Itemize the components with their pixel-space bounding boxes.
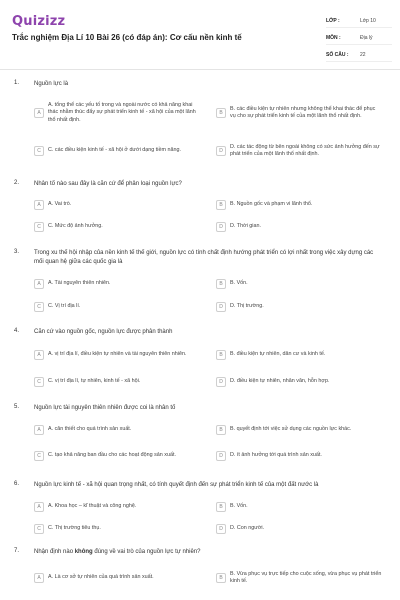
question-text-emphasis: không — [74, 549, 93, 555]
option-text: A. Khoa học – kĩ thuật và công nghệ. — [48, 503, 137, 510]
option-c[interactable] — [34, 518, 200, 540]
option-text: B. Vốn. — [230, 280, 248, 287]
option-c[interactable] — [34, 136, 200, 166]
question-number: 7. — [14, 548, 20, 554]
document-header — [0, 0, 400, 70]
option-a[interactable] — [34, 496, 200, 518]
meta-row-count — [326, 48, 392, 62]
question-number: 1. — [14, 80, 20, 86]
option-c[interactable] — [34, 371, 200, 393]
meta-value: 22 — [360, 51, 366, 58]
option-letter: C — [34, 451, 44, 461]
option-letter: B — [216, 502, 226, 512]
meta-info — [326, 14, 392, 65]
option-d[interactable] — [216, 296, 382, 318]
option-text: B. điều kiện tự nhiên, dân cư và kinh tế. — [230, 351, 326, 358]
question-number: 4. — [14, 328, 20, 334]
option-a[interactable] — [34, 273, 200, 295]
option-text: B. Vốn. — [230, 503, 248, 510]
option-text: A. tổng thể các yếu tố trong và ngoài nước có khả năng khai thác nhằm thúc đẩy sự phát triển kinh tế - xã hội của một lãnh thổ nhất định. — [48, 101, 196, 123]
option-c[interactable] — [34, 296, 200, 318]
option-letter: B — [216, 573, 226, 583]
question-number: 6. — [14, 481, 20, 487]
option-text: A. Là cơ sở tự nhiên của quá trình sản xuất. — [48, 574, 154, 581]
option-letter: A — [34, 279, 44, 289]
question-text: Nguồn lực là — [34, 81, 69, 87]
option-letter: B — [216, 200, 226, 210]
option-letter: C — [34, 377, 44, 387]
option-a[interactable] — [34, 194, 200, 216]
option-b[interactable] — [216, 419, 396, 441]
option-text: A. Vai trò. — [48, 201, 72, 208]
option-text: A. căn thiết cho quá trình sản xuất. — [48, 426, 132, 433]
option-d[interactable] — [216, 371, 382, 393]
option-letter: A — [34, 200, 44, 210]
option-letter: B — [216, 425, 226, 435]
question-text: Trong xu thế hội nhập của nền kinh tế thế giới, nguồn lực có tính chất định hướng phát triển có lợi nhất trong việc xây dựng các mối quan hệ giữa các quốc gia là — [34, 250, 374, 265]
quizizz-logo: Quizizz — [12, 14, 66, 29]
meta-row-class — [326, 14, 392, 28]
question-text: Căn cứ vào nguồn gốc, nguồn lực được phân thành — [34, 329, 173, 335]
option-letter: D — [216, 302, 226, 312]
option-letter: B — [216, 350, 226, 360]
option-letter: A — [34, 425, 44, 435]
option-letter: D — [216, 377, 226, 387]
option-d[interactable] — [216, 445, 382, 467]
question-text-post: đúng về vai trò của nguồn lực tự nhiên? — [92, 549, 201, 555]
option-text: D. Thị trường. — [230, 303, 264, 310]
option-letter: D — [216, 222, 226, 232]
page-title: Trắc nghiệm Địa Lí 10 Bài 26 (có đáp án): Cơ cấu nền kinh tế — [12, 33, 242, 42]
option-text: D. Con người. — [230, 525, 265, 532]
question-text-pre: Nhận định nào — [34, 549, 75, 555]
question-text: Nguồn lực kinh tế - xã hội quan trọng nhất, có tính quyết định đến sự phát triển kinh tế của một đất nước là — [34, 482, 319, 488]
option-b[interactable] — [216, 567, 392, 589]
meta-value: Địa lý — [360, 34, 373, 41]
option-a[interactable] — [34, 344, 200, 366]
option-letter: D — [216, 524, 226, 534]
option-letter: D — [216, 451, 226, 461]
meta-row-subject — [326, 31, 392, 45]
option-letter: C — [34, 302, 44, 312]
option-text: B. Nguồn gốc và phạm vi lãnh thổ. — [230, 201, 313, 208]
option-a[interactable] — [34, 419, 200, 441]
option-letter: C — [34, 222, 44, 232]
option-letter: C — [34, 524, 44, 534]
option-text: D. Thời gian. — [230, 223, 262, 230]
meta-value: Lớp 10 — [360, 17, 376, 24]
option-text: D. ít ảnh hưởng tới quá trình sản xuất. — [230, 452, 322, 459]
question-number: 3. — [14, 249, 20, 255]
option-text: A. vị trí địa lí, điều kiện tự nhiên và tài nguyên thiên nhiên. — [48, 351, 187, 358]
option-letter: D — [216, 146, 226, 156]
option-text: C. tạo khả năng ban đầu cho các hoạt động sản xuất. — [48, 452, 176, 459]
option-text: D. điều kiện tự nhiên, nhân văn, hỗn hợp. — [230, 378, 330, 385]
question-number: 2. — [14, 180, 20, 186]
question-text — [34, 548, 384, 557]
meta-label: LỚP : — [326, 17, 340, 24]
option-text: D. các tác động từ bên ngoài không có sức ảnh hưởng đến sự phát triển của một lãnh thổ nhất định. — [230, 143, 380, 157]
option-text: C. vị trí địa lí, tự nhiên, kinh tế - xã hội. — [48, 378, 141, 385]
option-text: B. Vừa phục vụ trực tiếp cho cuộc sống, vừa phục vụ phát triển kinh tế. — [230, 570, 382, 584]
option-text: B. quyết định tới việc sử dụng các nguồn lực khác. — [230, 426, 352, 433]
meta-label: MÔN : — [326, 34, 341, 41]
question-text: Nguồn lực tài nguyên thiên nhiên được coi là nhân tố — [34, 405, 176, 411]
option-d[interactable] — [216, 518, 382, 540]
option-text: A. Tài nguyên thiên nhiên. — [48, 280, 111, 287]
option-letter: A — [34, 502, 44, 512]
option-letter: A — [34, 108, 44, 118]
option-text: C. Thị trường tiêu thụ. — [48, 525, 101, 532]
option-text: C. Mức độ ảnh hưởng. — [48, 223, 103, 230]
option-letter: B — [216, 279, 226, 289]
option-a[interactable] — [34, 567, 200, 589]
meta-label: SỐ CÂU : — [326, 51, 349, 58]
option-text: C. Vị trí địa lí. — [48, 303, 81, 310]
option-letter: C — [34, 146, 44, 156]
option-b[interactable] — [216, 496, 382, 518]
option-letter: A — [34, 350, 44, 360]
option-c[interactable] — [34, 445, 200, 467]
question-text: Nhân tố nào sau đây là căn cứ để phân loại nguồn lực? — [34, 181, 182, 187]
option-c[interactable] — [34, 216, 200, 238]
question-number: 5. — [14, 404, 20, 410]
option-d[interactable] — [216, 216, 382, 238]
option-letter: B — [216, 108, 226, 118]
option-b[interactable] — [216, 273, 382, 295]
option-a[interactable] — [34, 98, 200, 128]
option-b[interactable] — [216, 344, 382, 366]
option-d[interactable] — [216, 136, 382, 166]
option-letter: A — [34, 573, 44, 583]
option-b[interactable] — [216, 194, 382, 216]
option-text: B. các điều kiện tự nhiên nhưng không thể khai thác để phục vụ cho sự phát triển kinh tế của một lãnh thổ nhất định. — [230, 105, 376, 119]
option-text: C. các điều kiện kinh tế - xã hội ở dưới dạng tiềm năng. — [48, 147, 181, 154]
option-b[interactable] — [216, 98, 382, 128]
